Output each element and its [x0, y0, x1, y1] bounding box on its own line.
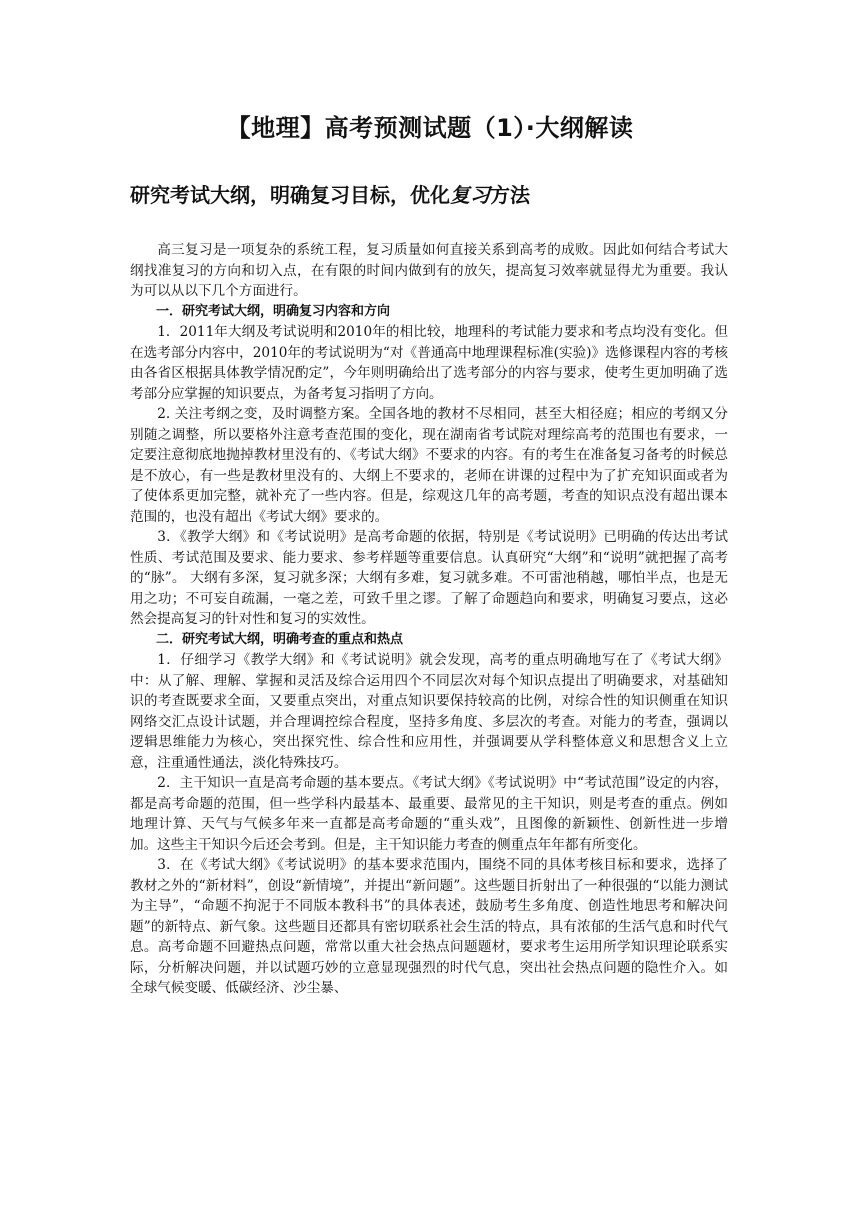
document-body	[130, 240, 728, 999]
document-title: 【地理】高考预测试题（1）·大纲解读	[226, 114, 634, 142]
paragraph-intro: 高三复习是一项复杂的系统工程，复习质量如何直接关系到高考的成败。因此如何结合考试大纲找准复习的方向和切入点，在有限的时间内做到有的放矢，提高复习效率就显得尤为重要。我认为可以从以下几个方面进行。	[130, 242, 728, 299]
subtitle-italic: 复习	[450, 183, 490, 207]
subtitle-prefix: 研究考试大纲，明确复习目标，优化	[130, 183, 450, 207]
section-heading-1: 一．研究考试大纲，明确复习内容和方向	[156, 303, 391, 319]
paragraph-1-3: 3．《教学大纲》和《考试说明》是高考命题的依据，特别是《考试说明》已明确的传达出考试性质、考试范围及要求、能力要求、参考样题等重要信息。认真研究“大纲”和“说明”就把握了高考的“脉”。 大纲有多深，复习就多深；大纲有多难，复习就多难。不可雷池稍越，哪怕半点，也是无用之功；不可妄自疏漏，一毫之差，可致千里之谬。了解了命题趋向和要求，明确复习要点，这必然会提高复习的针对性和复习的实效性。	[130, 529, 728, 627]
document-subtitle	[130, 181, 530, 209]
paragraph-1-2: 2. 关注考纲之变，及时调整方案。全国各地的教材不尽相同，甚至大相径庭；相应的考纲又分别随之调整，所以要格外注意考查范围的变化，现在湖南省考试院对理综高考的范围也有要求，一定要注意彻底地抛掉教材里没有的、《考试大纲》不要求的内容。有的考生在准备复习备考的时候总是不放心，有一些是教材里没有的、大纲上不要求的，老师在讲课的过程中为了扩充知识面或者为了使体系更加完整，就补充了一些内容。但是，综观这几年的高考题，考查的知识点没有超出课本范围的，也没有超出《考试大纲》要求的。	[130, 406, 728, 525]
section-heading-2: 二．研究考试大纲，明确考查的重点和热点	[156, 631, 404, 647]
paragraph-2-2: 2．主干知识一直是高考命题的基本要点。《考试大纲》《考试说明》中“考试范围”设定的内容，都是高考命题的范围，但一些学科内最基本、最重要、最常见的主干知识，则是考查的重点。例如地理计算、天气与气候多年来一直都是高考命题的“重头戏”，且图像的新颖性、创新性进一步增加。这些主干知识今后还会考到。但是，主干知识能力考查的侧重点年年都有所变化。	[130, 775, 728, 853]
paragraph-1-1: 1．2011年大纲及考试说明和2010年的相比较，地理科的考试能力要求和考点均没有变化。但在选考部分内容中，2010年的考试说明为“对《普通高中地理课程标准(实验)》选修课程内容的考核由各省区根据具体教学情况酌定”，今年则明确给出了选考部分的内容与要求，使考生更加明确了选考部分应掌握的知识要点，为备考复习指明了方向。	[130, 324, 728, 402]
subtitle-suffix: 方法	[490, 183, 530, 207]
paragraph-2-3: 3．在《考试大纲》《考试说明》的基本要求范围内，围绕不同的具体考核目标和要求，选择了教材之外的“新材料”，创设“新情境”，并提出“新问题”。这些题目折射出了一种很强的“以能力测试为主导”，“命题不拘泥于不同版本教科书”的具体表述，鼓励考生多角度、创造性地思考和解决问题”的新特点、新气象。这些题目还都具有密切联系社会生活的特点，具有浓郁的生活气息和时代气息。高考命题不回避热点问题，常常以重大社会热点问题题材，要求考生运用所学知识理论联系实际，分析解决问题，并以试题巧妙的立意显现强烈的时代气息，突出社会热点问题的隐性介入。如全球气候变暖、低碳经济、沙尘暴、	[130, 857, 728, 996]
paragraph-2-1: 1．仔细学习《教学大纲》和《考试说明》就会发现，高考的重点明确地写在了《考试大纲》中：从了解、理解、掌握和灵活及综合运用四个不同层次对每个知识点提出了明确要求，对基础知识的考查既要求全面，又要重点突出，对重点知识要保持较高的比例，对综合性的知识侧重在知识网络交汇点设计试题，并合理调控综合程度，坚持多角度、多层次的考查。对能力的考查，强调以逻辑思维能力为核心，突出探究性、综合性和应用性，并强调要从学科整体意义和思想含义上立意，注重通性通法，淡化特殊技巧。	[130, 652, 728, 771]
